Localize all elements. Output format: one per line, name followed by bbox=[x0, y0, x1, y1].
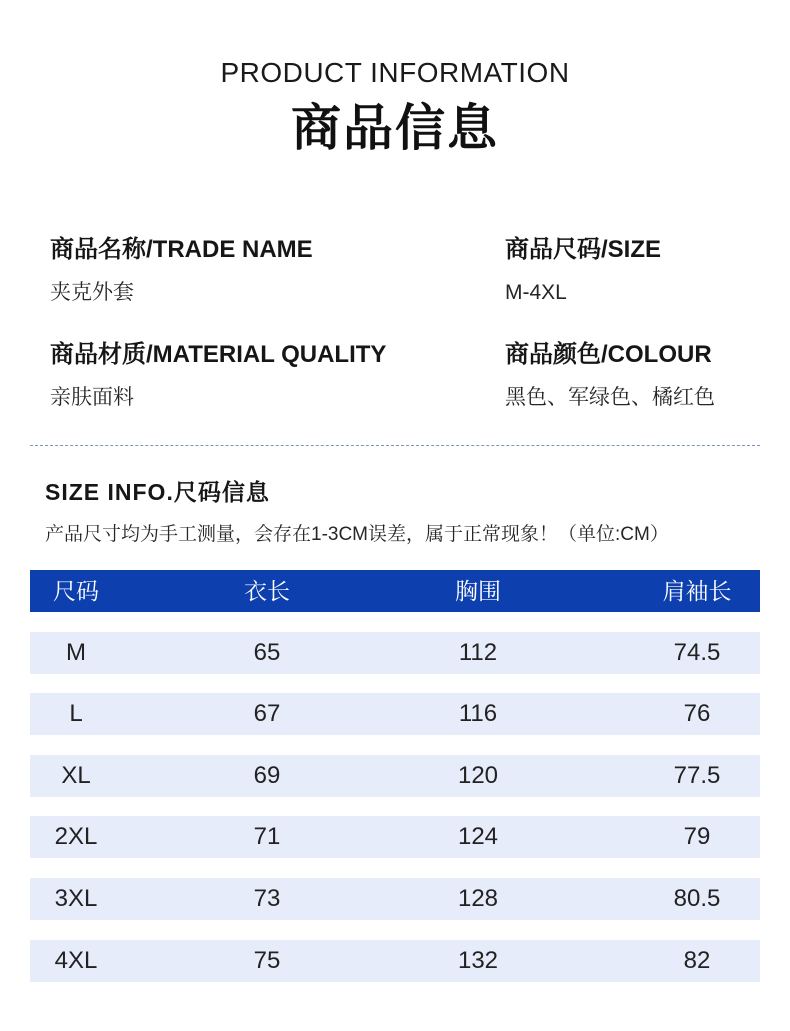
header-sleeve: 肩袖长 bbox=[662, 578, 732, 604]
cell-sleeve: 79 bbox=[683, 823, 711, 851]
size-info-title: SIZE INFO.尺码信息 bbox=[45, 479, 270, 505]
table-row bbox=[30, 755, 760, 797]
cell-sleeve: 74.5 bbox=[673, 638, 721, 666]
table-header-row bbox=[30, 570, 760, 612]
cell-size: XL bbox=[61, 761, 91, 789]
cell-size: M bbox=[66, 638, 86, 666]
header-chest: 胸围 bbox=[455, 578, 501, 604]
table-row bbox=[30, 878, 760, 920]
info-value: 夹克外套 bbox=[50, 281, 134, 304]
size-info-note: 产品尺寸均为手工测量，会存在1-3CM误差，属于正常现象！（单位:CM） bbox=[45, 524, 669, 545]
cell-size: 3XL bbox=[54, 884, 98, 912]
info-size bbox=[505, 235, 661, 307]
header-size: 尺码 bbox=[53, 578, 99, 604]
header-length: 衣长 bbox=[244, 578, 290, 604]
cell-size: L bbox=[69, 700, 83, 728]
cell-chest: 112 bbox=[458, 638, 498, 666]
cell-length: 75 bbox=[253, 946, 281, 974]
cell-sleeve: 80.5 bbox=[673, 884, 721, 912]
info-label: 商品尺码/SIZE bbox=[505, 236, 662, 263]
cell-length: 71 bbox=[253, 823, 281, 851]
info-value: M-4XL bbox=[505, 281, 567, 304]
cell-chest: 124 bbox=[457, 823, 499, 851]
table-row bbox=[30, 693, 760, 735]
info-label: 商品名称/TRADE NAME bbox=[50, 236, 313, 263]
cell-chest: 128 bbox=[457, 884, 499, 912]
title-chinese: 商品信息 bbox=[291, 100, 499, 156]
info-colour bbox=[505, 340, 715, 412]
cell-sleeve: 76 bbox=[683, 700, 711, 728]
cell-size: 4XL bbox=[54, 946, 98, 974]
info-label: 商品颜色/COLOUR bbox=[505, 341, 712, 368]
size-table bbox=[30, 570, 760, 982]
cell-chest: 132 bbox=[457, 946, 499, 974]
info-trade-name bbox=[50, 235, 313, 307]
cell-length: 67 bbox=[253, 700, 281, 728]
cell-chest: 116 bbox=[458, 700, 498, 728]
dashed-divider bbox=[30, 445, 760, 446]
cell-chest: 120 bbox=[457, 761, 499, 789]
info-value: 亲肤面料 bbox=[50, 386, 134, 409]
cell-sleeve: 77.5 bbox=[673, 761, 721, 789]
cell-length: 73 bbox=[253, 884, 281, 912]
cell-length: 65 bbox=[253, 638, 281, 666]
title-english: PRODUCT INFORMATION bbox=[220, 57, 570, 88]
table-row bbox=[30, 632, 760, 674]
cell-length: 69 bbox=[253, 761, 281, 789]
cell-sleeve: 82 bbox=[683, 946, 711, 974]
table-row bbox=[30, 816, 760, 858]
table-row bbox=[30, 940, 760, 982]
info-material bbox=[50, 340, 386, 412]
info-value: 黑色、军绿色、橘红色 bbox=[505, 386, 715, 409]
cell-size: 2XL bbox=[54, 823, 98, 851]
info-label: 商品材质/MATERIAL QUALITY bbox=[50, 341, 387, 368]
